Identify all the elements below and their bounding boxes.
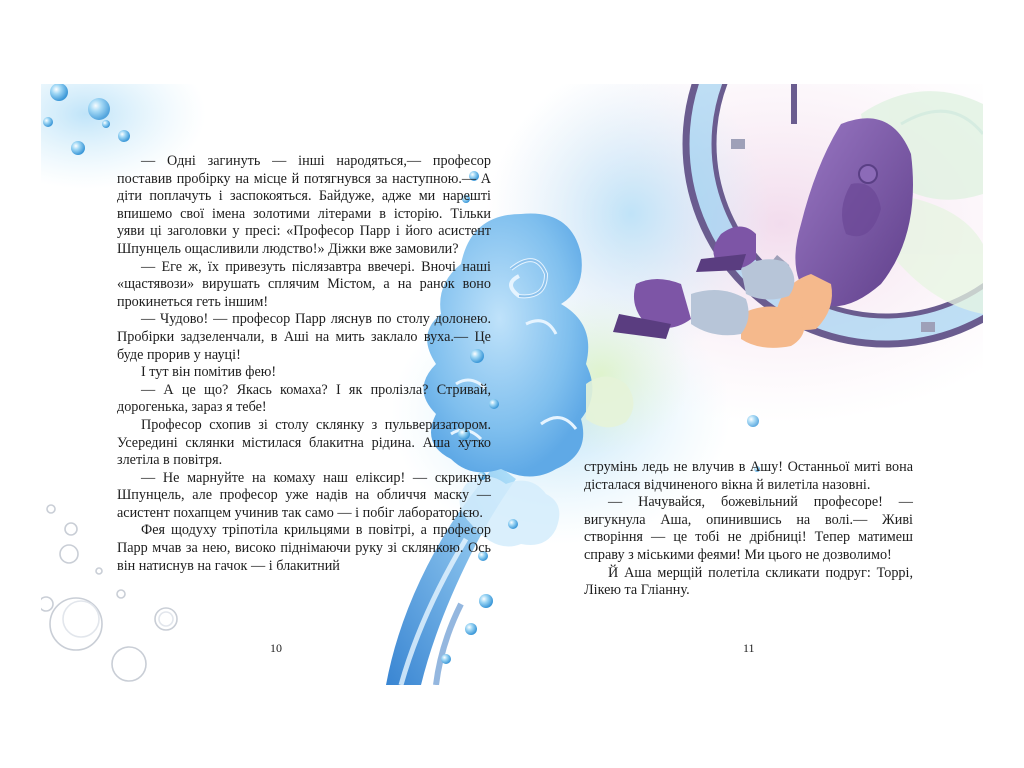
left-page-text — [117, 153, 491, 575]
paragraph: — Начувайся, божевільний професоре! — вигукнула Аша, опинившись на волі.— Живі створіння — це тобі не дрібниці! Тепер матимеш справу з міськими феями! Ми цього не дозволимо! — [584, 494, 913, 563]
paragraph: — Чудово! — професор Парр ляснув по столу долонею. Пробірки задзеленчали, в Аші на мить заклало вуха.— Це буде прорив у науці! — [117, 311, 491, 363]
book-spread — [41, 84, 983, 685]
paragraph: струмінь ледь не влучив в Ашу! Останньої миті вона дісталася відчиненого вікна й вилетіла назовні. — [584, 459, 913, 493]
paragraph: Професор схопив зі столу склянку з пульверизатором. Усередині склянки містилася блакитна рідина. Аша хутко злетіла в повітря. — [117, 416, 491, 469]
paragraph: — А це що? Якась комаха? І як пролізла? Стривай, дорогенька, зараз я тебе! — [117, 381, 491, 416]
paragraph: Й Аша мерщій полетіла скликати подруг: Торрі, Лікею та Гліанну. — [584, 564, 913, 599]
paragraph: — Одні загинуть — інші народяться,— професор поставив пробірку на місце й потягнувся за наступною.— А діти поплачуть і заспокояться. Байдуже, адже ми нарешті впишемо свої імена золотими літерами в історію. Тільки уяви ці заголовки у пресі: «Професор Парр і його асистент Шпунцель ощасливили людство!» Діжки вже замовили? — [117, 153, 491, 257]
paragraph: Фея щодуху тріпотіла крильцями в повітрі, а професор Парр мчав за нею, високо піднімаючи руку зі склянкою. Ось він натиснув на гачок — і блакитний — [117, 522, 491, 574]
page-number-right: 11 — [743, 641, 755, 655]
paragraph: — Еге ж, їх привезуть післязавтра ввечері. Вночі наші «щастявози» вирушать сплячим Містом, а на ранок воно прокинеться геть іншим! — [117, 258, 491, 310]
page-number-left: 10 — [270, 641, 282, 655]
paragraph: І тут він помітив фею! — [141, 364, 277, 381]
right-page-text — [584, 459, 913, 600]
paragraph: — Не марнуйте на комаху наш еліксир! — скрикнув Шпунцель, але професор уже надів на обличчя маску — асистент похапцем учинив так само — і побіг лабораторією. — [117, 469, 491, 521]
